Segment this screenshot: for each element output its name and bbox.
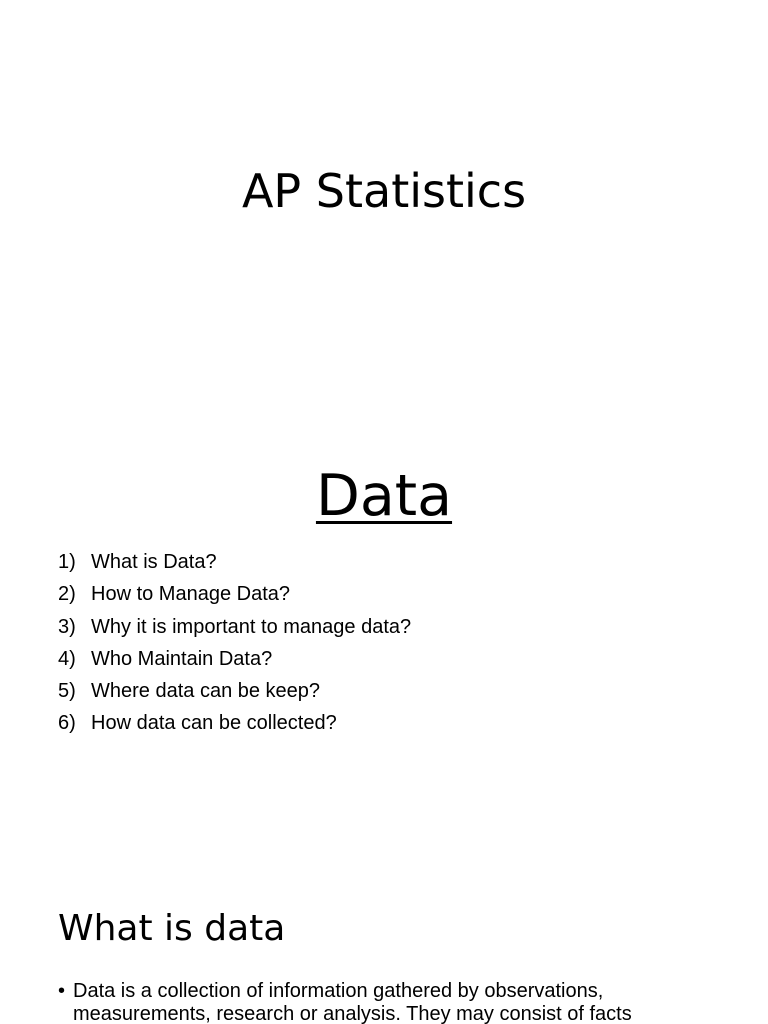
list-item-text: How to Manage Data? xyxy=(91,583,291,606)
list-item-text: Where data can be keep? xyxy=(91,680,321,703)
list-item xyxy=(58,675,411,707)
list-item-number: 2) xyxy=(58,583,76,606)
list-item xyxy=(58,643,411,675)
slide-title xyxy=(0,0,768,400)
list-item-number: 6) xyxy=(58,712,76,735)
list-item xyxy=(58,546,411,578)
slide-heading-what-is-data: What is data xyxy=(58,908,286,949)
bullet-text: Data is a collection of information gathered by observations, measurements, research or analysis. They may consist of facts xyxy=(73,980,632,1024)
slide-title-heading: AP Statistics xyxy=(241,164,527,218)
slide-data-overview xyxy=(0,430,768,790)
list-item xyxy=(58,578,411,610)
list-item-number: 3) xyxy=(58,615,76,638)
list-item-text: Why it is important to manage data? xyxy=(91,615,412,638)
bullet-icon: • xyxy=(58,980,66,1002)
slide-heading-data xyxy=(0,460,768,532)
list-item-text: How data can be collected? xyxy=(91,712,337,735)
list-item-number: 4) xyxy=(58,647,76,670)
list-item-text: Who Maintain Data? xyxy=(91,647,273,670)
list-item xyxy=(58,707,411,739)
slide-what-is-data xyxy=(0,880,768,1024)
list-item xyxy=(58,611,411,643)
list-item-number: 5) xyxy=(58,680,76,703)
topic-list xyxy=(58,546,411,740)
list-item-number: 1) xyxy=(58,551,76,573)
slide-heading-data-text: Data xyxy=(315,463,453,529)
list-item-text: What is Data? xyxy=(91,551,217,573)
bullet-item xyxy=(58,980,658,1024)
bullet-list xyxy=(58,980,658,1024)
